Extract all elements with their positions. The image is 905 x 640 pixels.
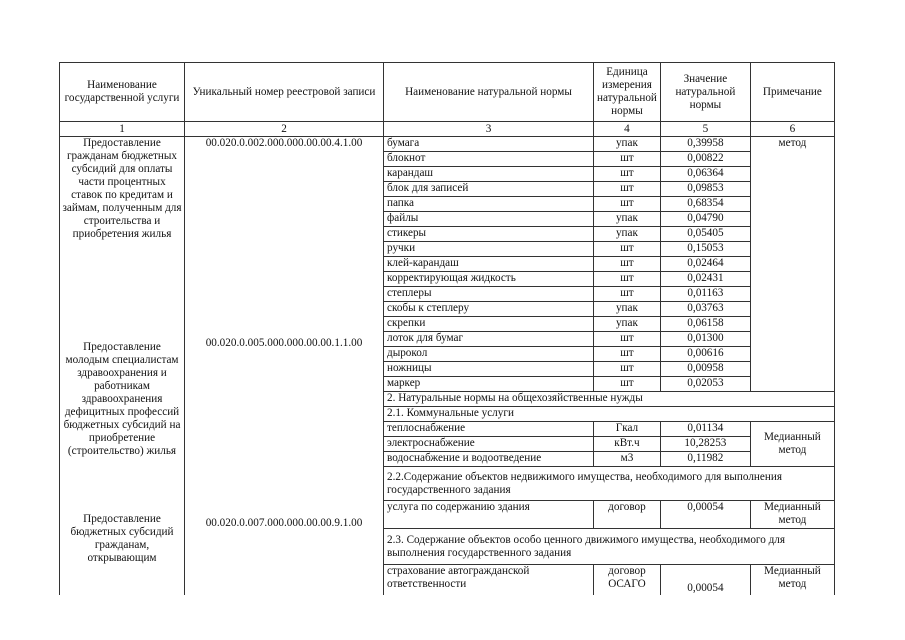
norm-name: маркер: [384, 377, 594, 392]
norm-value: 0,01300: [660, 332, 750, 347]
norm-name: теплоснабжение: [384, 422, 594, 437]
norm-unit: шт: [594, 242, 661, 257]
norm-unit: упак: [594, 227, 661, 242]
header-row: [60, 63, 835, 122]
norm-value: 10,28253: [660, 437, 750, 452]
header-norm: Наименование натуральной нормы: [384, 63, 594, 122]
norm-unit: шт: [594, 197, 661, 212]
norm-name: блок для записей: [384, 182, 594, 197]
norm-unit: шт: [594, 347, 661, 362]
col-number: 5: [660, 122, 750, 137]
norm-unit: кВт.ч: [594, 437, 661, 452]
norm-name: скобы к степлеру: [384, 302, 594, 317]
norm-value: 0,00054: [660, 565, 750, 595]
norm-name: карандаш: [384, 167, 594, 182]
norm-unit: шт: [594, 182, 661, 197]
norm-unit: шт: [594, 287, 661, 302]
registry-number: 00.020.0.007.000.000.00.00.9.1.00: [205, 517, 363, 529]
norm-value: 0,05405: [660, 227, 750, 242]
norm-name: папка: [384, 197, 594, 212]
norm-value: 0,00822: [660, 152, 750, 167]
norm-name: стикеры: [384, 227, 594, 242]
norm-value: 0,39958: [660, 137, 750, 152]
norm-name: скрепки: [384, 317, 594, 332]
norm-unit: Гкал: [594, 422, 661, 437]
norm-unit: упак: [594, 302, 661, 317]
section-heading: 2.1. Коммунальные услуги: [384, 407, 835, 422]
norm-name: ножницы: [384, 362, 594, 377]
norm-name: бумага: [384, 137, 594, 152]
section-heading: 2.3. Содержание объектов особо ценного движимого имущества, необходимого для выполнения государственного задания: [384, 529, 835, 565]
norm-value: 0,02464: [660, 257, 750, 272]
norm-name: водоснабжение и водоотведение: [384, 452, 594, 467]
section-heading: 2. Натуральные нормы на общехозяйственные нужды: [384, 392, 835, 407]
note-median: Медианный метод: [750, 565, 834, 595]
norm-name: электроснабжение: [384, 437, 594, 452]
norm-value: 0,00054: [660, 501, 750, 529]
col-number: 1: [60, 122, 185, 137]
norm-name: страхование автогражданской ответственности: [384, 565, 594, 595]
norm-name: клей-карандаш: [384, 257, 594, 272]
norm-value: 0,04790: [660, 212, 750, 227]
service-name: Предоставление бюджетных субсидий гражданам, открывающим: [70, 513, 174, 564]
norm-name: услуга по содержанию здания: [384, 501, 594, 529]
norm-value: 0,09853: [660, 182, 750, 197]
norm-value: 0,06158: [660, 317, 750, 332]
col-number: 2: [185, 122, 384, 137]
service-name: Предоставление гражданам бюджетных субсидий для оплаты части процентных ставок по кредитам и займам, полученным для строительства и приобретения жилья: [62, 137, 182, 240]
norm-value: 0,01134: [660, 422, 750, 437]
note-median: Медианный метод: [750, 422, 834, 467]
norm-unit: упак: [594, 212, 661, 227]
registry-column: [185, 137, 384, 595]
header-service: Наименование государственной услуги: [60, 63, 185, 122]
header-value: Значение натуральной нормы: [660, 63, 750, 122]
norm-unit: договор: [594, 501, 661, 529]
norm-unit: упак: [594, 137, 661, 152]
norms-table: [59, 62, 835, 595]
norm-unit: упак: [594, 317, 661, 332]
norm-name: файлы: [384, 212, 594, 227]
norm-unit: м3: [594, 452, 661, 467]
header-unit: Единица измерения натуральной нормы: [594, 63, 661, 122]
norm-unit: шт: [594, 272, 661, 287]
col-number: 6: [750, 122, 834, 137]
norm-value: 0,06364: [660, 167, 750, 182]
service-name: Предоставление молодым специалистам здравоохранения и работникам здравоохранения дефицитных профессий бюджетных субсидий на приобретение (строительство) жилья: [63, 341, 181, 457]
norm-value: 0,00616: [660, 347, 750, 362]
norm-name: лоток для бумаг: [384, 332, 594, 347]
norm-value: 0,15053: [660, 242, 750, 257]
note-method: метод: [750, 137, 834, 392]
service-column: [60, 137, 185, 595]
norm-value: 0,01163: [660, 287, 750, 302]
norm-value: 0,02053: [660, 377, 750, 392]
norm-unit: договор ОСАГО: [594, 565, 661, 595]
col-number: 4: [594, 122, 661, 137]
norm-unit: шт: [594, 167, 661, 182]
registry-number: 00.020.0.002.000.000.00.00.4.1.00: [205, 137, 363, 149]
note-median: Медианный метод: [750, 501, 834, 529]
table-row: [60, 137, 835, 152]
norm-unit: шт: [594, 332, 661, 347]
norm-value: 0,00958: [660, 362, 750, 377]
norm-name: дырокол: [384, 347, 594, 362]
norm-value: 0,68354: [660, 197, 750, 212]
norm-unit: шт: [594, 377, 661, 392]
header-registry: Уникальный номер реестровой записи: [185, 63, 384, 122]
section-heading: 2.2.Содержание объектов недвижимого имущества, необходимого для выполнения государственного задания: [384, 467, 835, 501]
norm-unit: шт: [594, 362, 661, 377]
norm-value: 0,02431: [660, 272, 750, 287]
norm-value: 0,03763: [660, 302, 750, 317]
norm-name: ручки: [384, 242, 594, 257]
norm-unit: шт: [594, 257, 661, 272]
norm-name: корректирующая жидкость: [384, 272, 594, 287]
column-number-row: [60, 122, 835, 137]
header-note: Примечание: [750, 63, 834, 122]
norm-value: 0,11982: [660, 452, 750, 467]
norm-unit: шт: [594, 152, 661, 167]
norm-name: блокнот: [384, 152, 594, 167]
col-number: 3: [384, 122, 594, 137]
norm-name: степлеры: [384, 287, 594, 302]
registry-number: 00.020.0.005.000.000.00.00.1.1.00: [205, 337, 363, 349]
